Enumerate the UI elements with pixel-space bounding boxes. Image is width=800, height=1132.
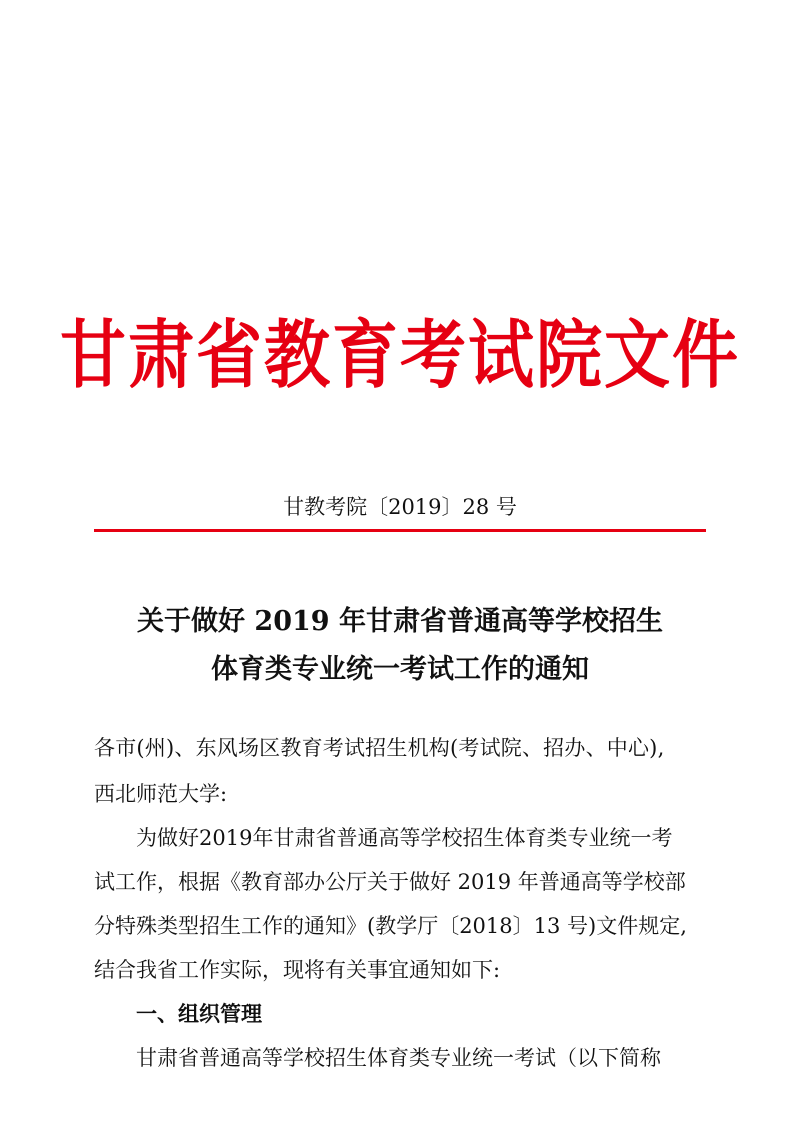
paragraph-1-line-3: 分特殊类型招生工作的通知》(教学厅〔2018〕13 号)文件规定, [94,914,687,938]
paragraph-1-line-4: 结合我省工作实际，现将有关事宜通知如下: [94,958,501,982]
paragraph-2-line-1: 甘肃省普通高等学校招生体育类专业统一考试（以下简称 [136,1046,661,1070]
letterhead-title: 甘肃省教育考试院文件 [60,311,740,399]
notice-title-line-2: 体育类专业统一考试工作的通知 [211,654,589,685]
paragraph-1-line-1: 为做好2019年甘肃省普通高等学校招生体育类专业统一考 [136,826,673,850]
addressee-line-1: 各市(州)、东风场区教育考试招生机构(考试院、招办、中心), [94,736,665,760]
addressee-line-2: 西北师范大学: [94,782,228,806]
section-1-heading: 一、组织管理 [136,1002,262,1026]
document-number: 甘教考院〔2019〕28 号 [283,495,517,519]
letterhead-divider [94,529,706,532]
paragraph-1-line-2: 试工作，根据《教育部办公厅关于做好 2019 年普通高等学校部 [94,870,686,894]
notice-title-line-1: 关于做好 2019 年甘肃省普通高等学校招生 [137,606,663,637]
